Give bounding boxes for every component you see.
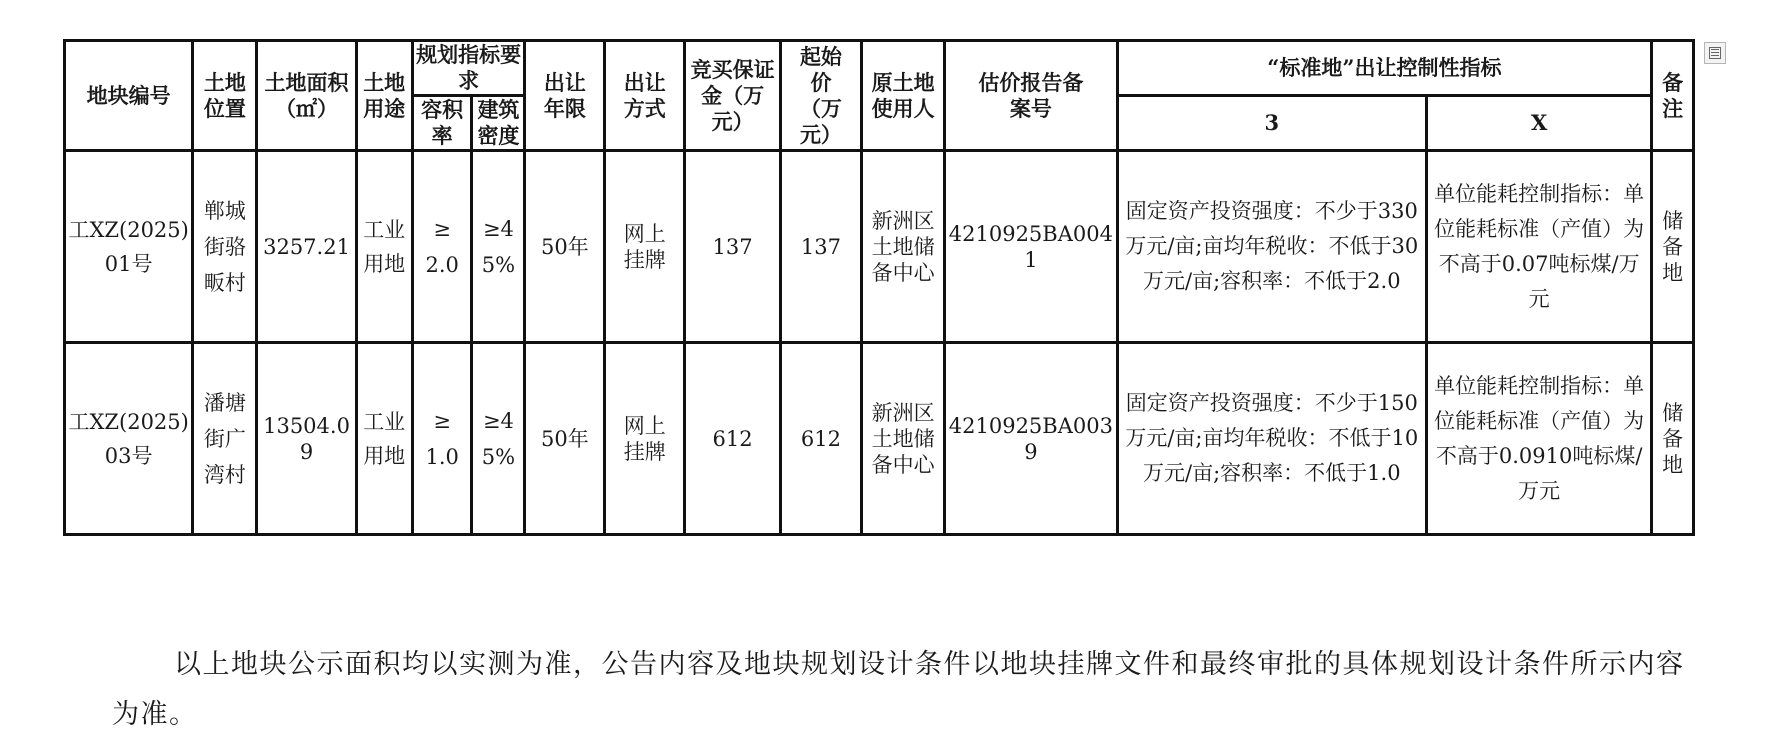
cell-control-1: 固定资产投资强度：不少于150万元/亩;亩均年税收：不低于10万元/亩;容积率：不低于1.0 bbox=[1117, 343, 1427, 535]
header-standard-col2: X bbox=[1427, 96, 1652, 151]
cell-area: 3257.21 bbox=[257, 151, 356, 343]
land-plot-table bbox=[63, 39, 1695, 536]
header-standard: “标准地”出让控制性指标 bbox=[1117, 41, 1652, 96]
cell-report-no: 4210925BA0039 bbox=[945, 343, 1117, 535]
cell-use: 工业用地 bbox=[356, 343, 412, 535]
cell-control-1: 固定资产投资强度：不少于330万元/亩;亩均年税收：不低于30万元/亩;容积率：不低于2.0 bbox=[1117, 151, 1427, 343]
header-remark: 备注 bbox=[1652, 41, 1694, 151]
cell-area: 13504.09 bbox=[257, 343, 356, 535]
cell-report-no: 4210925BA0041 bbox=[945, 151, 1117, 343]
table-row bbox=[65, 151, 1694, 343]
cell-start-price: 612 bbox=[780, 343, 861, 535]
header-method: 出让方式 bbox=[605, 41, 685, 151]
cell-location: 潘塘街广湾村 bbox=[193, 343, 257, 535]
header-orig-user: 原土地使用人 bbox=[861, 41, 944, 151]
cell-remark: 储备地 bbox=[1652, 151, 1694, 343]
cell-plot-no: 工XZ(2025)01号 bbox=[65, 151, 193, 343]
header-plot-no: 地块编号 bbox=[65, 41, 193, 151]
header-start-price: 起始价（万元） bbox=[780, 41, 861, 151]
cell-use: 工业用地 bbox=[356, 151, 412, 343]
cell-term: 50年 bbox=[525, 151, 605, 343]
header-density: 建筑密度 bbox=[472, 96, 525, 151]
header-location: 土地位置 bbox=[193, 41, 257, 151]
cell-density: ≥45% bbox=[472, 151, 525, 343]
cell-control-2: 单位能耗控制指标：单位能耗标准（产值）为不高于0.0910吨标煤/万元 bbox=[1427, 343, 1652, 535]
cell-deposit: 137 bbox=[685, 151, 781, 343]
cell-orig-user: 新洲区土地储备中心 bbox=[861, 343, 944, 535]
table-row bbox=[65, 343, 1694, 535]
footer-notice: 以上地块公示面积均以实测为准，公告内容及地块规划设计条件以地块挂牌文件和最终审批的具体规划设计条件所示内容为准。 bbox=[112, 649, 1685, 730]
cell-method: 网上挂牌 bbox=[605, 343, 685, 535]
header-report-no: 估价报告备案号 bbox=[945, 41, 1117, 151]
cell-orig-user: 新洲区土地储备中心 bbox=[861, 151, 944, 343]
header-standard-col1: 3 bbox=[1117, 96, 1427, 151]
cell-density: ≥45% bbox=[472, 343, 525, 535]
cell-deposit: 612 bbox=[685, 343, 781, 535]
cell-start-price: 137 bbox=[780, 151, 861, 343]
cell-term: 50年 bbox=[525, 343, 605, 535]
header-deposit: 竞买保证金（万元） bbox=[685, 41, 781, 151]
header-far: 容积率 bbox=[412, 96, 472, 151]
header-term: 出让年限 bbox=[525, 41, 605, 151]
cell-remark: 储备地 bbox=[1652, 343, 1694, 535]
cell-plot-no: 工XZ(2025)03号 bbox=[65, 343, 193, 535]
cell-far: ≥1.0 bbox=[412, 343, 472, 535]
header-planning: 规划指标要求 bbox=[412, 41, 525, 96]
cell-method: 网上挂牌 bbox=[605, 151, 685, 343]
header-row-1 bbox=[65, 41, 1694, 96]
cell-far: ≥2.0 bbox=[412, 151, 472, 343]
header-use: 土地用途 bbox=[356, 41, 412, 151]
header-area: 土地面积（㎡） bbox=[257, 41, 356, 151]
comment-note-icon[interactable] bbox=[1704, 42, 1726, 64]
cell-location: 郸城街骆畈村 bbox=[193, 151, 257, 343]
cell-control-2: 单位能耗控制指标：单位能耗标准（产值）为不高于0.07吨标煤/万元 bbox=[1427, 151, 1652, 343]
